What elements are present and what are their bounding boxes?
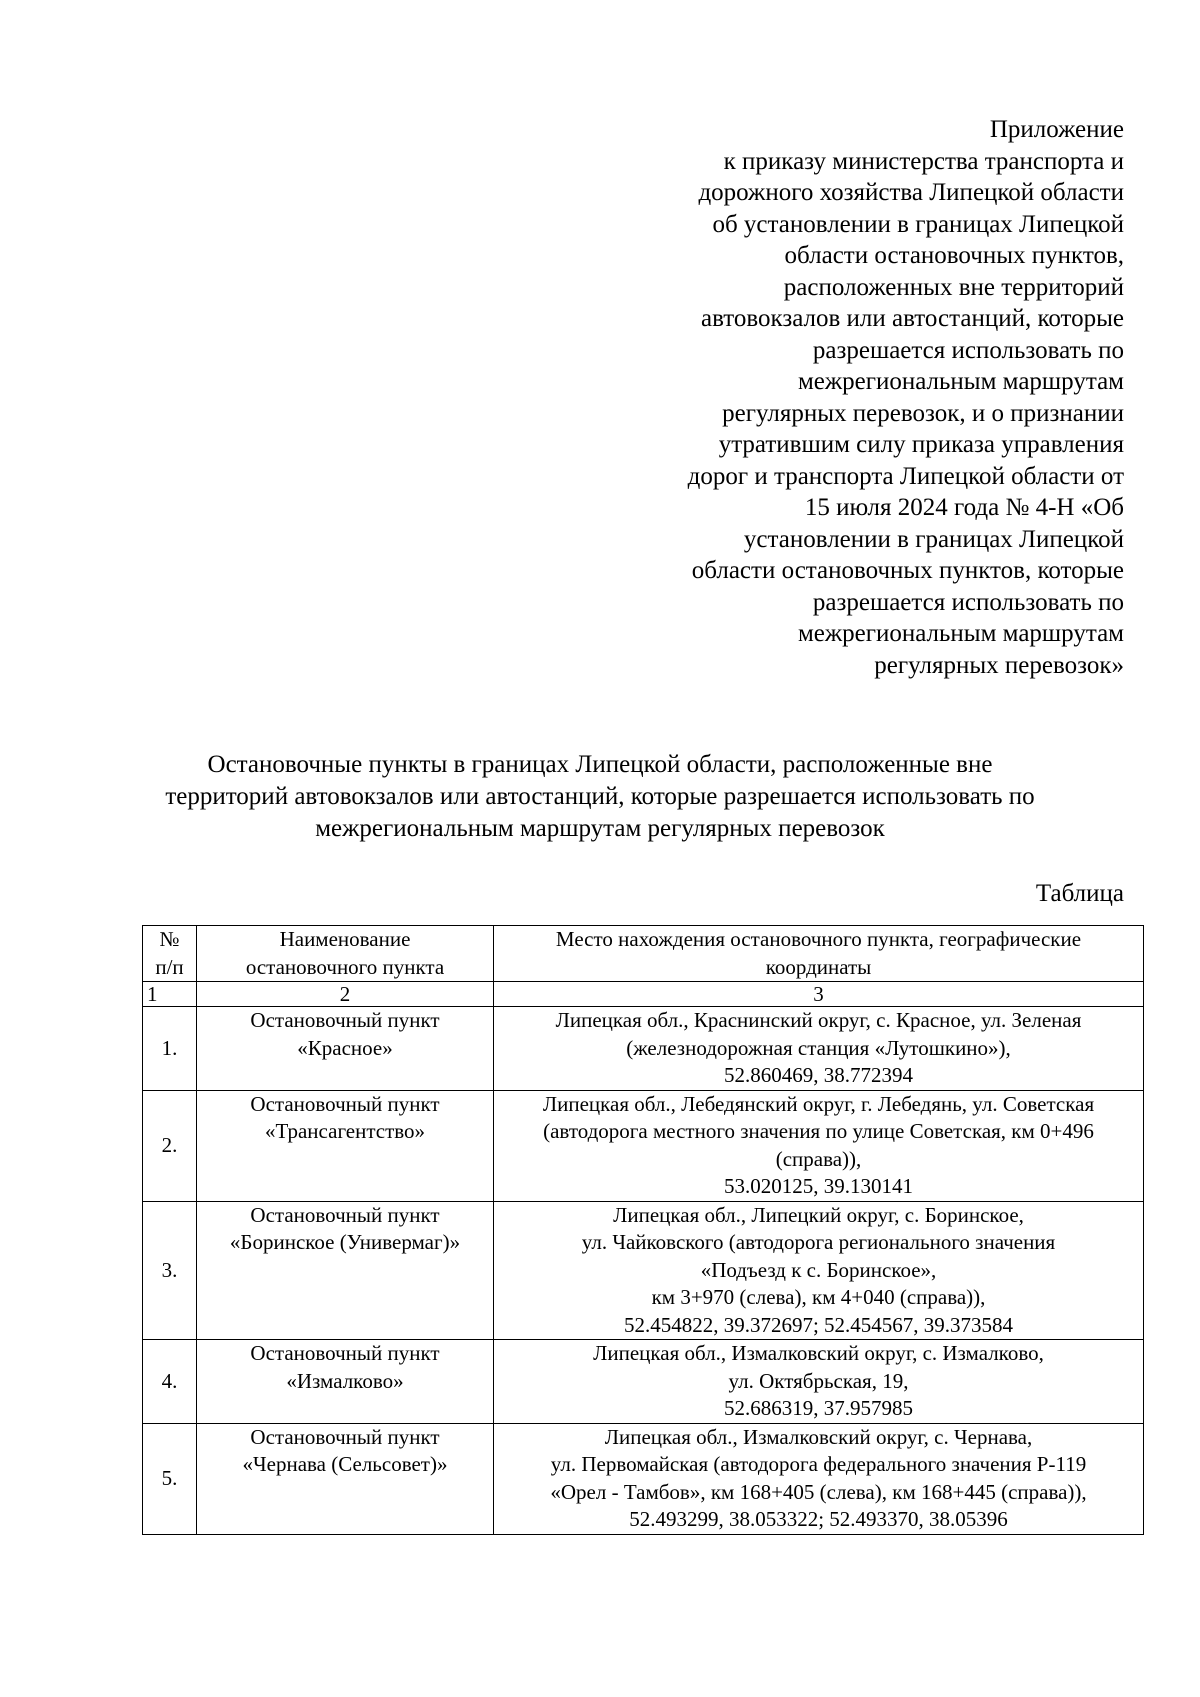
appendix-line: межрегиональным маршрутам [797,620,1124,647]
appendix-line: автовокзалов или автостанций, которые [701,305,1124,332]
document-title [120,749,1080,845]
row-number: 4. [143,1340,197,1424]
location-line: 52.454822, 39.372697; 52.454567, 39.373584 [623,1312,1014,1337]
header-line: Наименование [279,927,411,951]
column-index: 3 [494,982,1144,1007]
header-name [197,926,494,982]
stop-name [197,1090,494,1201]
location-line: Липецкая обл., Измалковский округ, с. Чернава, [604,1424,1033,1449]
appendix-line: 15 июля 2024 года № 4-Н «Об [804,494,1124,521]
location-line: Липецкая обл., Измалковский округ, с. Измалково, [593,1341,1044,1365]
stop-name-line: «Измалково» [286,1368,404,1393]
header-line: Место нахождения остановочного пункта, географические [555,927,1082,951]
stop-name-line: «Чернава (Сельсовет)» [242,1452,448,1476]
table-row [143,1090,1144,1201]
appendix-line: регулярных перевозок, и о признании [722,399,1124,427]
table-header-row [143,926,1144,982]
header-line: координаты [765,954,872,979]
location-line: ул. Первомайская (автодорога федерального значения Р-119 [550,1452,1087,1476]
location-line: 53.020125, 39.130141 [724,1174,913,1198]
stop-name-line: Остановочный пункт [250,1091,440,1116]
row-number: 1. [143,1007,197,1091]
appendix-line: расположенных вне территорий [783,273,1124,301]
stop-location [494,1007,1144,1091]
stop-name-line: Остановочный пункт [250,1008,440,1032]
column-index-row [143,982,1144,1007]
header-line: остановочного пункта [245,954,445,979]
appendix-line: дорог и транспорта Липецкой области от [687,462,1124,490]
table-row [143,1340,1144,1424]
stop-name-line: «Боринское (Универмаг)» [229,1230,461,1254]
appendix-line: об установлении в границах Липецкой [712,210,1124,238]
location-line: ул. Чайковского (автодорога регионального значения [581,1230,1056,1254]
row-number: 5. [143,1423,197,1534]
header-number [143,926,197,982]
stop-location [494,1090,1144,1201]
appendix-line: к приказу министерства транспорта и [723,147,1124,175]
title-line: Остановочные пункты в границах Липецкой области, расположенные вне [207,751,993,778]
title-line: межрегиональным маршрутам регулярных перевозок [315,815,885,842]
appendix-line: регулярных перевозок» [874,651,1124,679]
row-number: 3. [143,1201,197,1340]
header-line: № [159,927,180,951]
appendix-line: утратившим силу приказа управления [718,431,1124,458]
appendix-line: разрешается использовать по [812,588,1124,616]
stop-name-line: Остановочный пункт [250,1341,440,1365]
table-caption: Таблица [1035,880,1124,907]
appendix-line: области остановочных пунктов, [784,242,1124,269]
appendix-line: межрегиональным маршрутам [797,368,1124,395]
stop-name [197,1423,494,1534]
location-line: Липецкая обл., Краснинский округ, с. Красное, ул. Зеленая [555,1008,1082,1032]
location-line: 52.686319, 37.957985 [724,1396,913,1420]
location-line: км 3+970 (слева), км 4+040 (справа)), [651,1285,986,1309]
stop-name-line: Остановочный пункт [250,1424,440,1449]
stop-name-line: Остановочный пункт [250,1202,440,1227]
header-location [494,926,1144,982]
stop-name [197,1201,494,1340]
bus-stops-table [142,925,1144,1535]
location-line: (справа)), [775,1146,862,1171]
stop-name-line: «Трансагентство» [264,1119,426,1143]
stop-location [494,1340,1144,1424]
appendix-line: разрешается использовать по [812,336,1124,364]
appendix-line: области остановочных пунктов, которые [691,557,1124,584]
stop-location [494,1201,1144,1340]
location-line: «Подъезд к с. Боринское», [700,1257,937,1282]
location-line: (железнодорожная станция «Лутошкино»), [626,1035,1011,1060]
location-line: ул. Октябрьская, 19, [728,1368,909,1393]
table-row [143,1007,1144,1091]
stop-location [494,1423,1144,1534]
location-line: Липецкая обл., Лебедянский округ, г. Лебедянь, ул. Советская [542,1091,1095,1116]
column-index: 2 [197,982,494,1007]
location-line: 52.860469, 38.772394 [724,1063,913,1087]
appendix-line: установлении в границах Липецкой [743,525,1124,553]
appendix-line: Приложение [989,116,1124,143]
appendix-block [604,114,1124,681]
stop-name [197,1007,494,1091]
stop-name [197,1340,494,1424]
location-line: 52.493299, 38.053322; 52.493370, 38.05396 [629,1507,1008,1531]
column-index: 1 [143,982,197,1007]
table-row [143,1423,1144,1534]
row-number: 2. [143,1090,197,1201]
title-line: территорий автовокзалов или автостанций, которые разрешается использовать по [165,783,1035,810]
appendix-line: дорожного хозяйства Липецкой области [698,179,1124,206]
location-line: (автодорога местного значения по улице Советская, км 0+496 [543,1119,1094,1143]
location-line: Липецкая обл., Липецкий округ, с. Боринское, [613,1202,1024,1227]
table-row [143,1201,1144,1340]
header-line: п/п [155,954,184,979]
stop-name-line: «Красное» [297,1035,393,1060]
location-line: «Орел - Тамбов», км 168+405 (слева), км 168+445 (справа)), [550,1479,1087,1504]
